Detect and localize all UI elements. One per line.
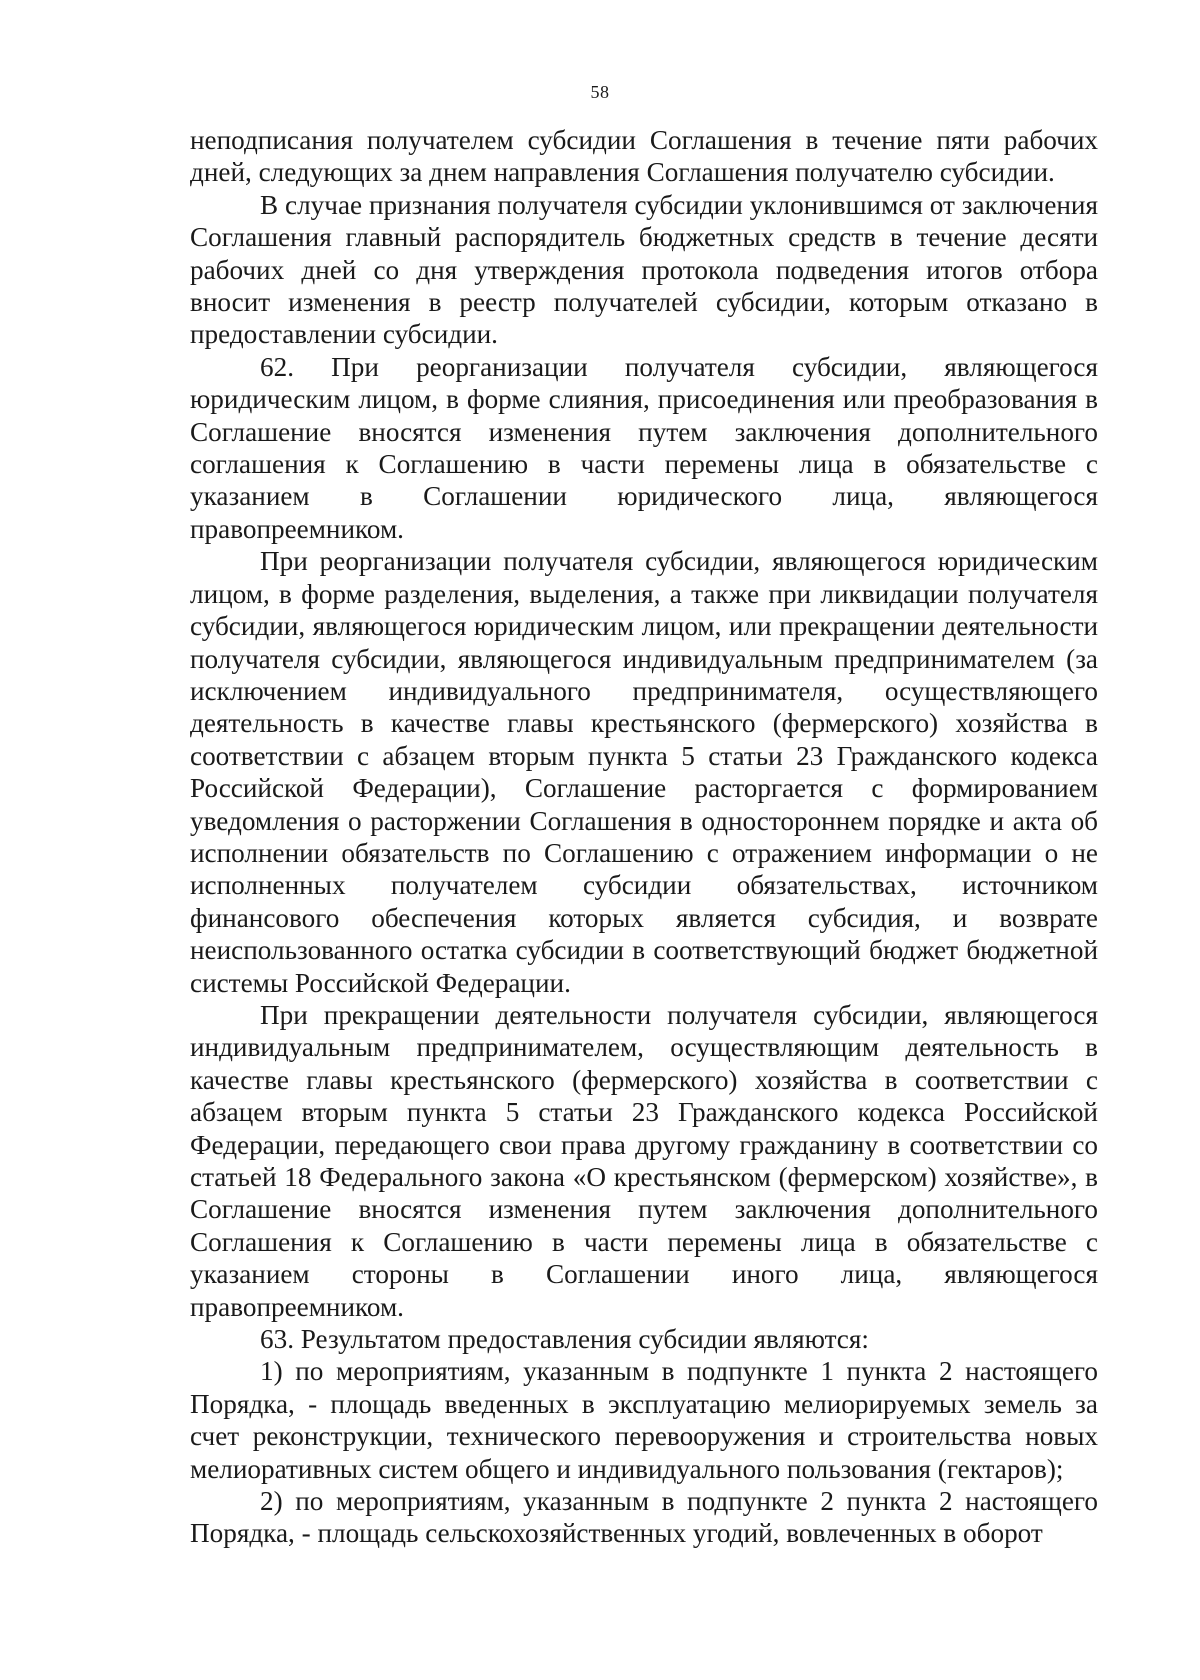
paragraph-reorganization-division: При реорганизации получателя субсидии, являющегося юридическим лицом, в форме разделения, выделения, а также при ликвидации получателя субсидии, являющегося юридическим лицом, или прекращении деятельности получателя субсидии, являющегося индивидуальным предпринимателем (за исключением индивидуального предпринимателя, осуществляющего деятельность в качестве главы крестьянского (фермерского) хозяйства в соответствии с абзацем вторым пункта 5 статьи 23 Гражданского кодекса Российской Федерации), Соглашение расторгается с формированием уведомления о расторжении Соглашения в одностороннем порядке и акта об исполнении обязательств по Соглашению с отражением информации о не исполненных получателем субсидии обязательствах, источником финансового обеспечения которых является субсидия, и возврате неиспользованного остатка субсидии в соответствующий бюджет бюджетной системы Российской Федерации. [190,546,1098,998]
paragraph-evasion: В случае признания получателя субсидии уклонившимся от заключения Соглашения главный распорядитель бюджетных средств в течение десяти рабочих дней со дня утверждения протокола подведения итогов отбора вносит изменения в реестр получателей субсидии, которым отказано в предоставлении субсидии. [190,189,1098,350]
page-number: 58 [590,82,610,102]
paragraph-termination-farm: При прекращении деятельности получателя субсидии, являющегося индивидуальным предпринимателем, осуществляющим деятельность в качестве главы крестьянского (фермерского) хозяйства в соответствии с абзацем вторым пункта 5 статьи 23 Гражданского кодекса Российской Федерации, передающего свои права другому гражданину в соответствии со статьей 18 Федерального закона «О крестьянском (фермерском) хозяйстве», в Соглашение вносятся изменения путем заключения дополнительного Соглашения к Соглашению в части перемены лица в обязательстве с указанием стороны в Соглашении иного лица, являющегося правопреемником. [190,999,1098,1322]
paragraph-63-results-heading: 63. Результатом предоставления субсидии являются: [260,1324,869,1355]
paragraph-63-item-2: 2) по мероприятиям, указанным в подпункте 2 пункта 2 настоящего Порядка, - площадь сельскохозяйственных угодий, вовлеченных в оборот [190,1486,1098,1549]
document-body [190,124,1098,1550]
paragraph-continuation: неподписания получателем субсидии Соглашения в течение пяти рабочих дней, следующих за днем направления Соглашения получателю субсидии. [190,125,1098,188]
paragraph-63-item-1: 1) по мероприятиям, указанным в подпункте 1 пункта 2 настоящего Порядка, - площадь введенных в эксплуатацию мелиорируемых земель за счет реконструкции, технического перевооружения и строительства новых мелиоративных систем общего и индивидуального пользования (гектаров); [190,1356,1098,1484]
paragraph-62-reorganization-merger: 62. При реорганизации получателя субсидии, являющегося юридическим лицом, в форме слияния, присоединения или преобразования в Соглашение вносятся изменения путем заключения дополнительного соглашения к Соглашению в части перемены лица в обязательстве с указанием в Соглашении юридического лица, являющегося правопреемником. [190,351,1098,544]
